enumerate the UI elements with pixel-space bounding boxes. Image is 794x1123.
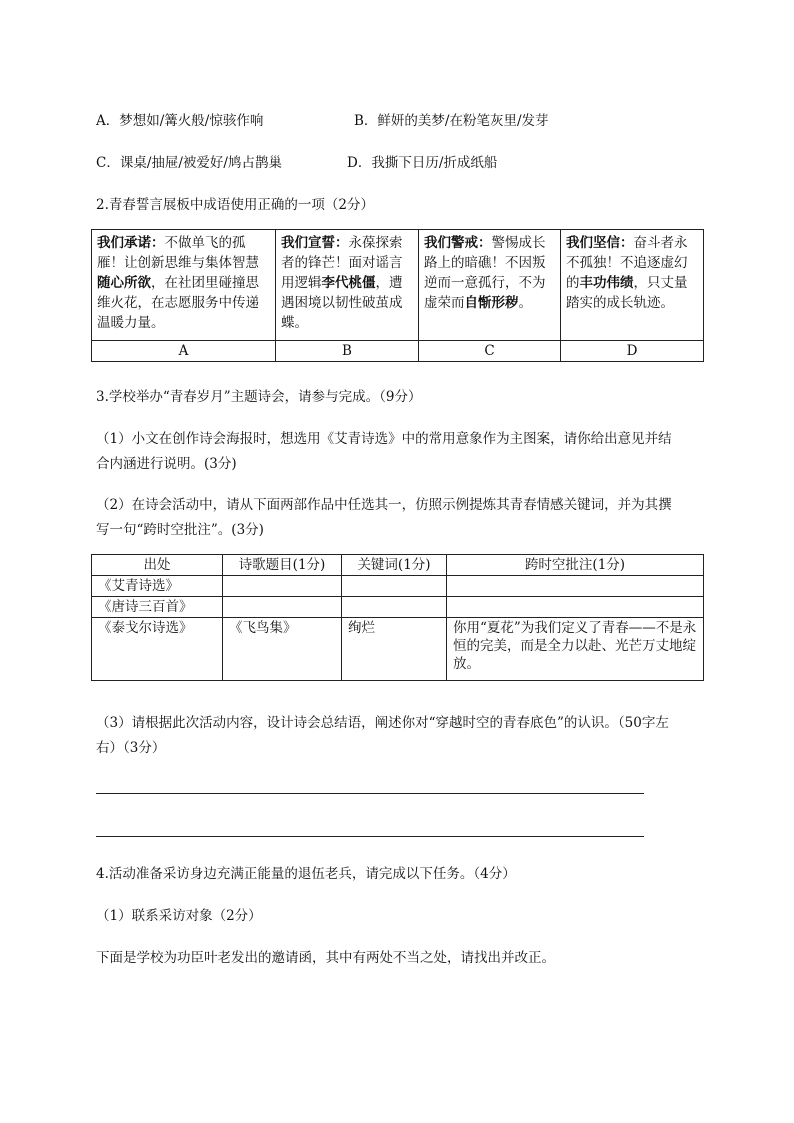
q3-part2-line2: 写一句“跨时空批注”。(3分) <box>96 522 264 538</box>
table-row <box>92 597 704 618</box>
answer-cell[interactable] <box>223 597 342 618</box>
q4-text: 下面是学校为功臣叶老发出的邀请函，其中有两处不当之处，请找出并改正。 <box>96 950 555 966</box>
poem-title-cell: 《飞鸟集》 <box>223 618 342 681</box>
q4-part1-title: （1）联系采访对象（2分） <box>96 908 262 924</box>
header-title: 诗歌题目(1分) <box>223 555 342 576</box>
keyword-cell: 绚烂 <box>342 618 447 681</box>
option-a: A．梦想如/篝火般/惊骇作响 <box>96 113 264 129</box>
label-b: B <box>276 341 419 362</box>
answer-line[interactable] <box>96 836 644 837</box>
source-cell: 《泰戈尔诗选》 <box>92 618 223 681</box>
source-cell: 《唐诗三百首》 <box>92 597 223 618</box>
poem-table-header <box>92 555 704 576</box>
q3-part3-line1: （3）请根据此次活动内容，设计诗会总结语，阐述你对“穿越时空的青春底色”的认识。（50字左 <box>96 715 669 731</box>
answer-cell[interactable] <box>342 576 447 597</box>
option-c: C．课桌/抽屉/被爱好/鸠占鹊巢 <box>96 155 282 171</box>
question-3-title: 3.学校举办“青春岁月”主题诗会，请参与完成。（9分） <box>96 389 422 405</box>
q3-part1-line1: （1）小文在创作诗会海报时，想选用《艾青诗选》中的常用意象作为主图案，请你给出意见并结 <box>96 431 672 447</box>
annotation-cell: 你用“夏花”为我们定义了青春——不是永恒的完美，而是全力以赴、光芒万丈地绽放。 <box>447 618 704 681</box>
poem-table <box>91 554 704 681</box>
table-row <box>92 576 704 597</box>
label-a: A <box>92 341 276 362</box>
header-keyword: 关键词(1分) <box>342 555 447 576</box>
answer-cell[interactable] <box>447 576 704 597</box>
source-cell: 《艾青诗选》 <box>92 576 223 597</box>
label-d: D <box>561 341 704 362</box>
header-source: 出处 <box>92 555 223 576</box>
answer-cell[interactable] <box>223 576 342 597</box>
answer-cell[interactable] <box>342 597 447 618</box>
idiom-cell-c: 我们警戒：警惕成长路上的暗礁！不因叛逆而一意孤行，不为虚荣而自惭形秽。 <box>419 230 561 341</box>
q3-part2-line1: （2）在诗会活动中，请从下面两部作品中任选其一，仿照示例提炼其青春情感关键词，并为其撰 <box>96 497 672 513</box>
option-d: D．我撕下日历/折成纸船 <box>347 155 498 171</box>
q3-part1-line2: 合内涵进行说明。(3分) <box>96 456 237 472</box>
q3-part3-line2: 右）（3分） <box>96 740 166 756</box>
table-row <box>92 618 704 681</box>
question-2-title: 2.青春誓言展板中成语使用正确的一项（2分） <box>96 197 374 213</box>
idiom-cell-d: 我们坚信：奋斗者永不孤独！不追逐虚幻的丰功伟绩，只丈量踏实的成长轨迹。 <box>561 230 704 341</box>
question-4-title: 4.活动准备采访身边充满正能量的退伍老兵，请完成以下任务。（4分） <box>96 866 516 882</box>
idiom-cell-a: 我们承诺：不做单飞的孤雁！让创新思维与集体智慧随心所欲，在社团里碰撞思维火花，在志愿服务中传递温暖力量。 <box>92 230 276 341</box>
idiom-row <box>92 230 704 341</box>
idiom-cell-b: 我们宣誓：永葆探索者的锋芒！面对谣言用逻辑李代桃僵，遭遇困境以韧性破茧成蝶。 <box>276 230 419 341</box>
header-annotation: 跨时空批注(1分) <box>447 555 704 576</box>
option-b: B．鲜妍的美梦/在粉笔灰里/发芽 <box>354 113 549 129</box>
label-row <box>92 341 704 362</box>
answer-cell[interactable] <box>447 597 704 618</box>
answer-line[interactable] <box>96 793 644 794</box>
idiom-table <box>91 229 704 362</box>
label-c: C <box>419 341 561 362</box>
